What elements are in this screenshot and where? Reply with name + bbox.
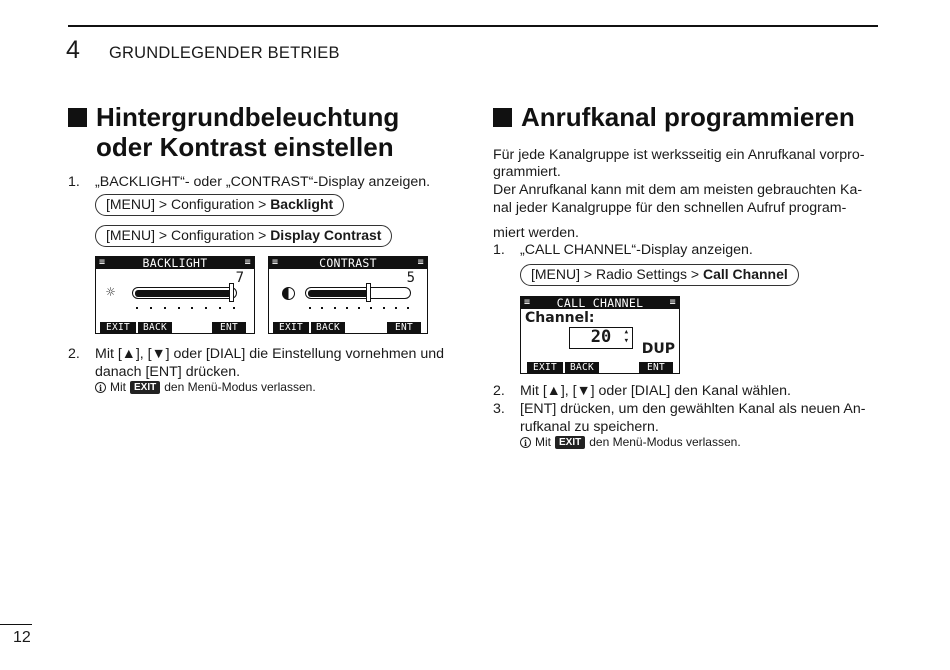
header-rule <box>68 25 878 27</box>
right-step3-line2: rufkanal zu speichern. <box>520 419 659 435</box>
sun-icon: ☼ <box>106 283 116 301</box>
right-step3-number: 3. <box>493 401 505 417</box>
right-note: i Mit EXIT den Menü-Modus verlassen. <box>520 435 741 450</box>
left-section-heading: Hintergrundbeleuchtung oder Kontrast einstellen <box>68 102 399 162</box>
lcd-contrast <box>268 256 428 334</box>
right-step1-number: 1. <box>493 242 505 258</box>
menu-lines-icon: ≡ <box>244 257 251 268</box>
slider-tick <box>150 307 152 309</box>
right-para1-line1: Für jede Kanalgruppe ist werksseitig ein Anrufkanal vorpro- <box>493 147 865 163</box>
exit-key-icon: EXIT <box>555 436 585 449</box>
key-back: BACK <box>311 322 345 333</box>
menu-path-contrast: [MENU] > Configuration > Display Contrast <box>95 225 392 247</box>
right-para2-line2: nal jeder Kanalgruppe für den schnellen Aufruf program- <box>493 200 847 216</box>
key-ent: ENT <box>212 322 246 333</box>
key-exit: EXIT <box>273 322 309 333</box>
menu-path-backlight: [MENU] > Configuration > Backlight <box>95 194 344 216</box>
menu-lines-icon: ≡ <box>272 257 279 268</box>
slider-tick <box>178 307 180 309</box>
section-square-icon <box>493 108 512 127</box>
slider-tick <box>136 307 138 309</box>
right-step2-number: 2. <box>493 383 505 399</box>
lcd-backlight <box>95 256 255 334</box>
key-back: BACK <box>565 362 599 373</box>
right-para1-line2: grammiert. <box>493 164 561 180</box>
channel-box <box>569 327 633 349</box>
slider-tick <box>233 307 235 309</box>
left-step2-number: 2. <box>68 346 80 362</box>
lcd-title: BACKLIGHT <box>142 256 208 270</box>
slider-knob <box>229 283 234 302</box>
lcd-title-bar <box>269 257 427 269</box>
menu-lines-icon: ≡ <box>669 297 676 308</box>
left-step2-line1: Mit [▲], [▼] oder [DIAL] die Einstellung vornehmen und <box>95 346 445 362</box>
slider-tick <box>191 307 193 309</box>
lcd-title-bar <box>96 257 254 269</box>
lcd-value: 7 <box>235 270 244 286</box>
mode-dup: DUP <box>641 341 675 357</box>
slider-tick <box>370 307 372 309</box>
key-ent: ENT <box>639 362 673 373</box>
slider-tick <box>334 307 336 309</box>
slider-tick <box>164 307 166 309</box>
slider-knob <box>366 283 371 302</box>
backlight-slider <box>132 287 237 299</box>
footer-rule <box>0 624 32 625</box>
slider-tick <box>395 307 397 309</box>
channel-label: Channel: <box>525 310 595 326</box>
chapter-title: GRUNDLEGENDER BETRIEB <box>109 44 340 62</box>
channel-value: 20 <box>590 327 612 347</box>
menu-lines-icon: ≡ <box>99 257 106 268</box>
contrast-slider <box>305 287 411 299</box>
slider-fill <box>135 290 232 297</box>
menu-path-call-channel: [MENU] > Radio Settings > Call Channel <box>520 264 799 286</box>
slider-tick <box>219 307 221 309</box>
lcd-value: 5 <box>406 270 415 286</box>
right-step1-text: „CALL CHANNEL“-Display anzeigen. <box>520 242 753 258</box>
slider-fill <box>308 290 369 297</box>
key-back: BACK <box>138 322 172 333</box>
slider-tick <box>358 307 360 309</box>
menu-lines-icon: ≡ <box>417 257 424 268</box>
page-number: 12 <box>13 629 31 646</box>
slider-tick <box>309 307 311 309</box>
lcd-title: CALL CHANNEL <box>556 296 644 310</box>
right-step2-text: Mit [▲], [▼] oder [DIAL] den Kanal wählen. <box>520 383 791 399</box>
key-exit: EXIT <box>527 362 563 373</box>
up-down-arrows-icon: ▴ ▾ <box>623 327 629 346</box>
right-para2-line3: miert werden. <box>493 225 579 241</box>
info-icon: i <box>95 382 106 393</box>
left-step2-line2: danach [ENT] drücken. <box>95 364 241 380</box>
left-step1-number: 1. <box>68 174 80 190</box>
right-step3-line1: [ENT] drücken, um den gewählten Kanal als neuen An- <box>520 401 866 417</box>
slider-tick <box>383 307 385 309</box>
section-square-icon <box>68 108 87 127</box>
right-section-heading: Anrufkanal programmieren <box>493 102 855 132</box>
chapter-number: 4 <box>66 36 80 64</box>
info-icon: i <box>520 437 531 448</box>
left-step1-text: „BACKLIGHT“- oder „CONTRAST“-Display anzeigen. <box>95 174 431 190</box>
slider-tick <box>346 307 348 309</box>
lcd-title: CONTRAST <box>319 256 377 270</box>
contrast-icon <box>282 287 295 300</box>
left-note: i Mit EXIT den Menü-Modus verlassen. <box>95 380 316 395</box>
menu-lines-icon: ≡ <box>524 297 531 308</box>
exit-key-icon: EXIT <box>130 381 160 394</box>
key-exit: EXIT <box>100 322 136 333</box>
slider-tick <box>321 307 323 309</box>
lcd-call-channel <box>520 296 680 374</box>
slider-tick <box>205 307 207 309</box>
key-ent: ENT <box>387 322 421 333</box>
lcd-title-bar <box>521 297 679 309</box>
slider-tick <box>407 307 409 309</box>
right-para2-line1: Der Anrufkanal kann mit dem am meisten gebrauchten Ka- <box>493 182 863 198</box>
